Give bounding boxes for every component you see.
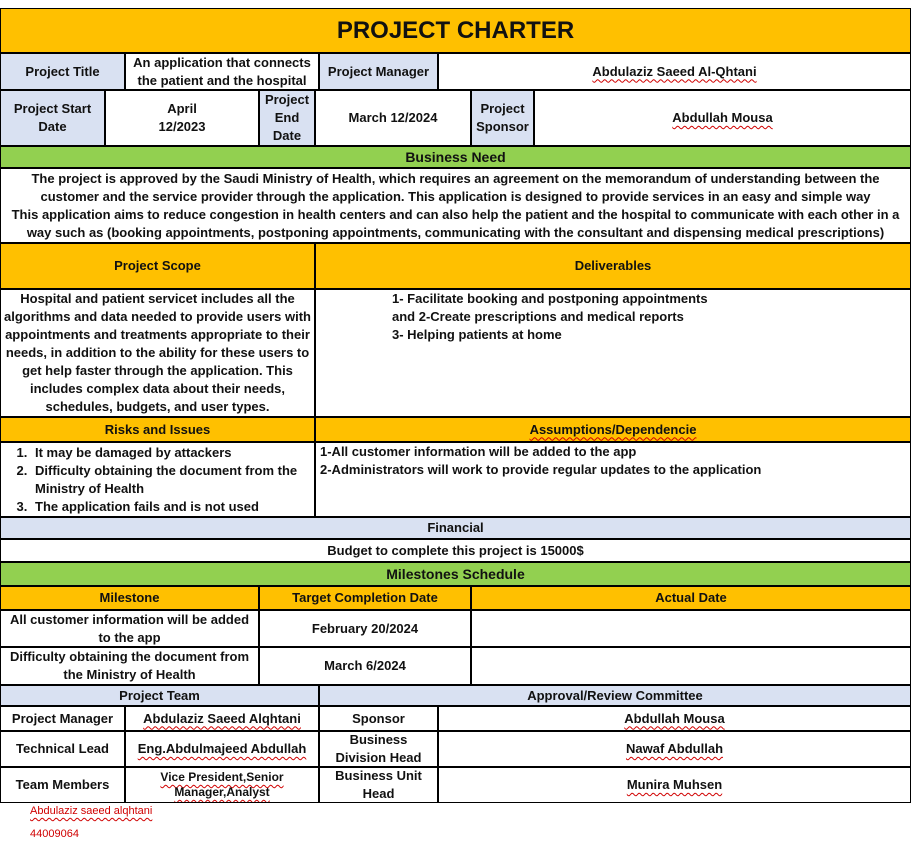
team-role-cell: Technical Lead xyxy=(0,731,125,767)
actual-date-cell xyxy=(471,647,911,685)
committee-name-cell xyxy=(438,767,911,803)
committee-role-cell: Sponsor xyxy=(319,706,438,731)
deliverables-heading: Deliverables xyxy=(315,243,911,289)
end-date-value: March 12/2024 xyxy=(315,90,471,146)
business-need-heading: Business Need xyxy=(0,146,911,168)
actual-date-cell xyxy=(471,610,911,647)
assumptions-heading-text: Assumptions/Dependencie xyxy=(529,421,697,437)
assumption-item: 2-Administrators will work to provide regular updates to the application xyxy=(320,462,762,477)
team-name: Abdulaziz Saeed Alqhtani xyxy=(143,710,301,726)
risks-heading: Risks and Issues xyxy=(0,417,315,442)
business-need-line-1: The project is approved by the Saudi Ministry of Health, which requires an agreement on the memorandum of understanding between the customer and the service provider through the application. This application is designed to provide services in an easy and simple way xyxy=(31,170,880,204)
start-date-value: April 12/2023 xyxy=(105,90,259,146)
target-date-cell: February 20/2024 xyxy=(259,610,471,647)
team-name-cell xyxy=(125,731,319,767)
footer-author: Abdulaziz saeed alqhtani xyxy=(30,805,153,817)
financial-heading: Financial xyxy=(0,517,911,539)
end-date-label: Project End Date xyxy=(259,90,315,146)
assumptions-heading xyxy=(315,417,911,442)
committee-role-cell: Business Unit Head xyxy=(319,767,438,803)
milestones-heading: Milestones Schedule xyxy=(0,562,911,586)
milestone-cell: All customer information will be added to the app xyxy=(0,610,259,647)
project-title-value: An application that connects the patient and the hospital xyxy=(125,53,319,90)
team-role-cell: Team Members xyxy=(0,767,125,803)
sponsor-label: Project Sponsor xyxy=(471,90,534,146)
committee-name-cell xyxy=(438,731,911,767)
project-manager-label: Project Manager xyxy=(319,53,438,90)
sponsor-value xyxy=(534,90,911,146)
project-scope-heading: Project Scope xyxy=(0,243,315,289)
milestone-cell: Difficulty obtaining the document from the Ministry of Health xyxy=(0,647,259,685)
project-team-heading: Project Team xyxy=(0,685,319,706)
team-name: Vice President,Senior Manager,Analyst xyxy=(160,770,284,799)
financial-budget: Budget to complete this project is 15000$ xyxy=(0,539,911,562)
sponsor-name: Abdullah Mousa xyxy=(672,110,773,125)
assumption-item: 1-All customer information will be added to the app xyxy=(320,444,637,459)
project-manager-value xyxy=(438,53,911,90)
deliverable-item: 3- Helping patients at home xyxy=(392,327,562,342)
deliverable-item: 1- Facilitate booking and postponing appointments xyxy=(392,291,708,306)
risks-list xyxy=(0,442,315,517)
assumptions-list xyxy=(315,442,911,517)
target-date-col-header: Target Completion Date xyxy=(259,586,471,610)
business-need-line-2: This application aims to reduce congestion in health centers and can also help the patient and the hospital to communicate with each other in a way such as (booking appointments, postponing appointments, communicating with the consultant and dispensing medical prescriptions) xyxy=(11,206,900,240)
start-date-label: Project Start Date xyxy=(0,90,105,146)
project-scope-text: Hospital and patient servicet includes all the algorithms and data needed to provide users with appointments and treatments appropriate to their needs, in addition to the ability for these users to get help faster through the application. This includes complex data about their needs, schedules, budgets, and user types. xyxy=(0,289,315,417)
risk-item: 1. It may be damaged by attackers xyxy=(31,444,314,462)
footer-id: 44009064 xyxy=(30,828,79,840)
page-title xyxy=(0,8,911,53)
deliverables-list xyxy=(315,289,911,417)
risk-item: 3. The application fails and is not used xyxy=(31,498,314,516)
risk-item: 2. Difficulty obtaining the document from the Ministry of Health xyxy=(31,462,314,498)
committee-name: Munira Muhsen xyxy=(626,777,723,792)
committee-name-cell xyxy=(438,706,911,731)
business-need-body xyxy=(0,168,911,243)
committee-name: Abdullah Mousa xyxy=(624,710,725,726)
page-title-text: PROJECT CHARTER xyxy=(336,16,575,44)
team-name: Eng.Abdulmajeed Abdullah xyxy=(137,741,307,756)
target-date-cell: March 6/2024 xyxy=(259,647,471,685)
deliverable-item: and 2-Create prescriptions and medical reports xyxy=(392,309,684,324)
team-role-cell: Project Manager xyxy=(0,706,125,731)
project-title-label: Project Title xyxy=(0,53,125,90)
actual-date-col-header: Actual Date xyxy=(471,586,911,610)
milestone-col-header: Milestone xyxy=(0,586,259,610)
team-name-cell xyxy=(125,767,319,803)
team-name-cell xyxy=(125,706,319,731)
committee-name: Nawaf Abdullah xyxy=(625,741,724,756)
project-manager-name: Abdulaziz Saeed Al-Qhtani xyxy=(592,63,757,79)
committee-heading: Approval/Review Committee xyxy=(319,685,911,706)
committee-role-cell: Business Division Head xyxy=(319,731,438,767)
